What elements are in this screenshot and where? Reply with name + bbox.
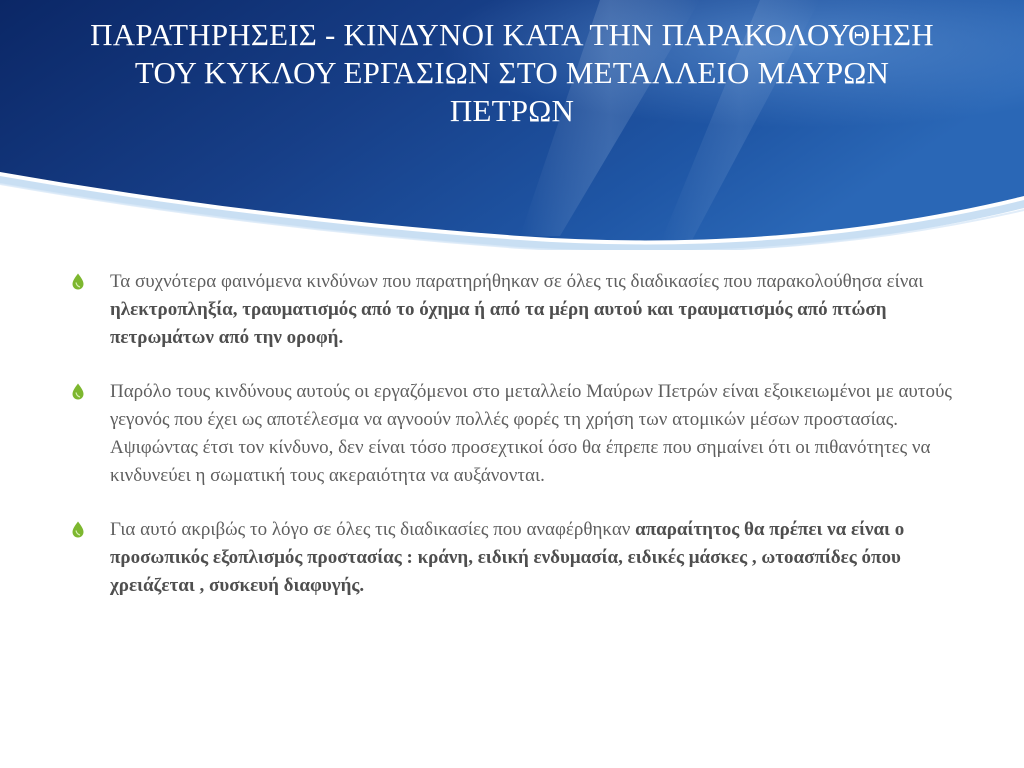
bullet-2-text: Παρόλο τους κινδύνους αυτούς οι εργαζόμενοι στο μεταλλείο Μαύρων Πετρών είναι εξοικειωμένοι με αυτούς γεγονός που έχει ως αποτέλεσμα να αγνοούν πολλές φορές τη χρήση των ατομικών μέσων προστασίας. Αψιφώντας έτσι τον κίνδυνο, δεν είναι τόσο προσεχτικοί όσο θα έπρεπε που σημαίνει ότι οι πιθανότητες να κινδυνεύει η σωματική τους ακεραιότητα να αυξάνονται. [110, 381, 952, 486]
title-line-3: ΠΕΤΡΩΝ [449, 93, 575, 128]
title-line-1: ΠΑΡΑΤΗΡΗΣΕΙΣ - ΚΙΝΔΥΝΟΙ ΚΑΤΑ ΤΗΝ ΠΑΡΑΚΟΛΟΥΘΗΣΗ [90, 17, 934, 52]
bullet-item-1 [72, 268, 962, 352]
bullet-3-bold: απαραίτητος θα πρέπει να είναι ο προσωπικός εξοπλισμός προστασίας : κράνη, ειδική ενδυμασία, ειδικές μάσκες , ωτοασπίδες όπου χρειάζεται , συσκευή διαφυγής. [110, 519, 905, 596]
title-line-2: ΤΟΥ ΚΥΚΛΟΥ ΕΡΓΑΣΙΩΝ ΣΤΟ ΜΕΤΑΛΛΕΙΟ ΜΑΥΡΩΝ [134, 55, 890, 90]
bullet-list [72, 268, 962, 626]
green-leaf-bullet-icon [72, 383, 84, 400]
bullet-1-text: Τα συχνότερα φαινόμενα κινδύνων που παρατηρήθηκαν σε όλες τις διαδικασίες που παρακολούθησα είναι [110, 271, 924, 292]
slide-title [40, 16, 984, 130]
bullet-1-bold: ηλεκτροπληξία, τραυματισμός από το όχημα ή από τα μέρη αυτού και τραυματισμός από πτώση πετρωμάτων από την οροφή. [110, 299, 887, 348]
bullet-item-2 [72, 378, 962, 490]
bullet-3-text: Για αυτό ακριβώς το λόγο σε όλες τις διαδικασίες που αναφέρθηκαν [110, 519, 636, 540]
bullet-item-3 [72, 516, 962, 600]
green-leaf-bullet-icon [72, 521, 84, 538]
green-leaf-bullet-icon [72, 273, 84, 290]
